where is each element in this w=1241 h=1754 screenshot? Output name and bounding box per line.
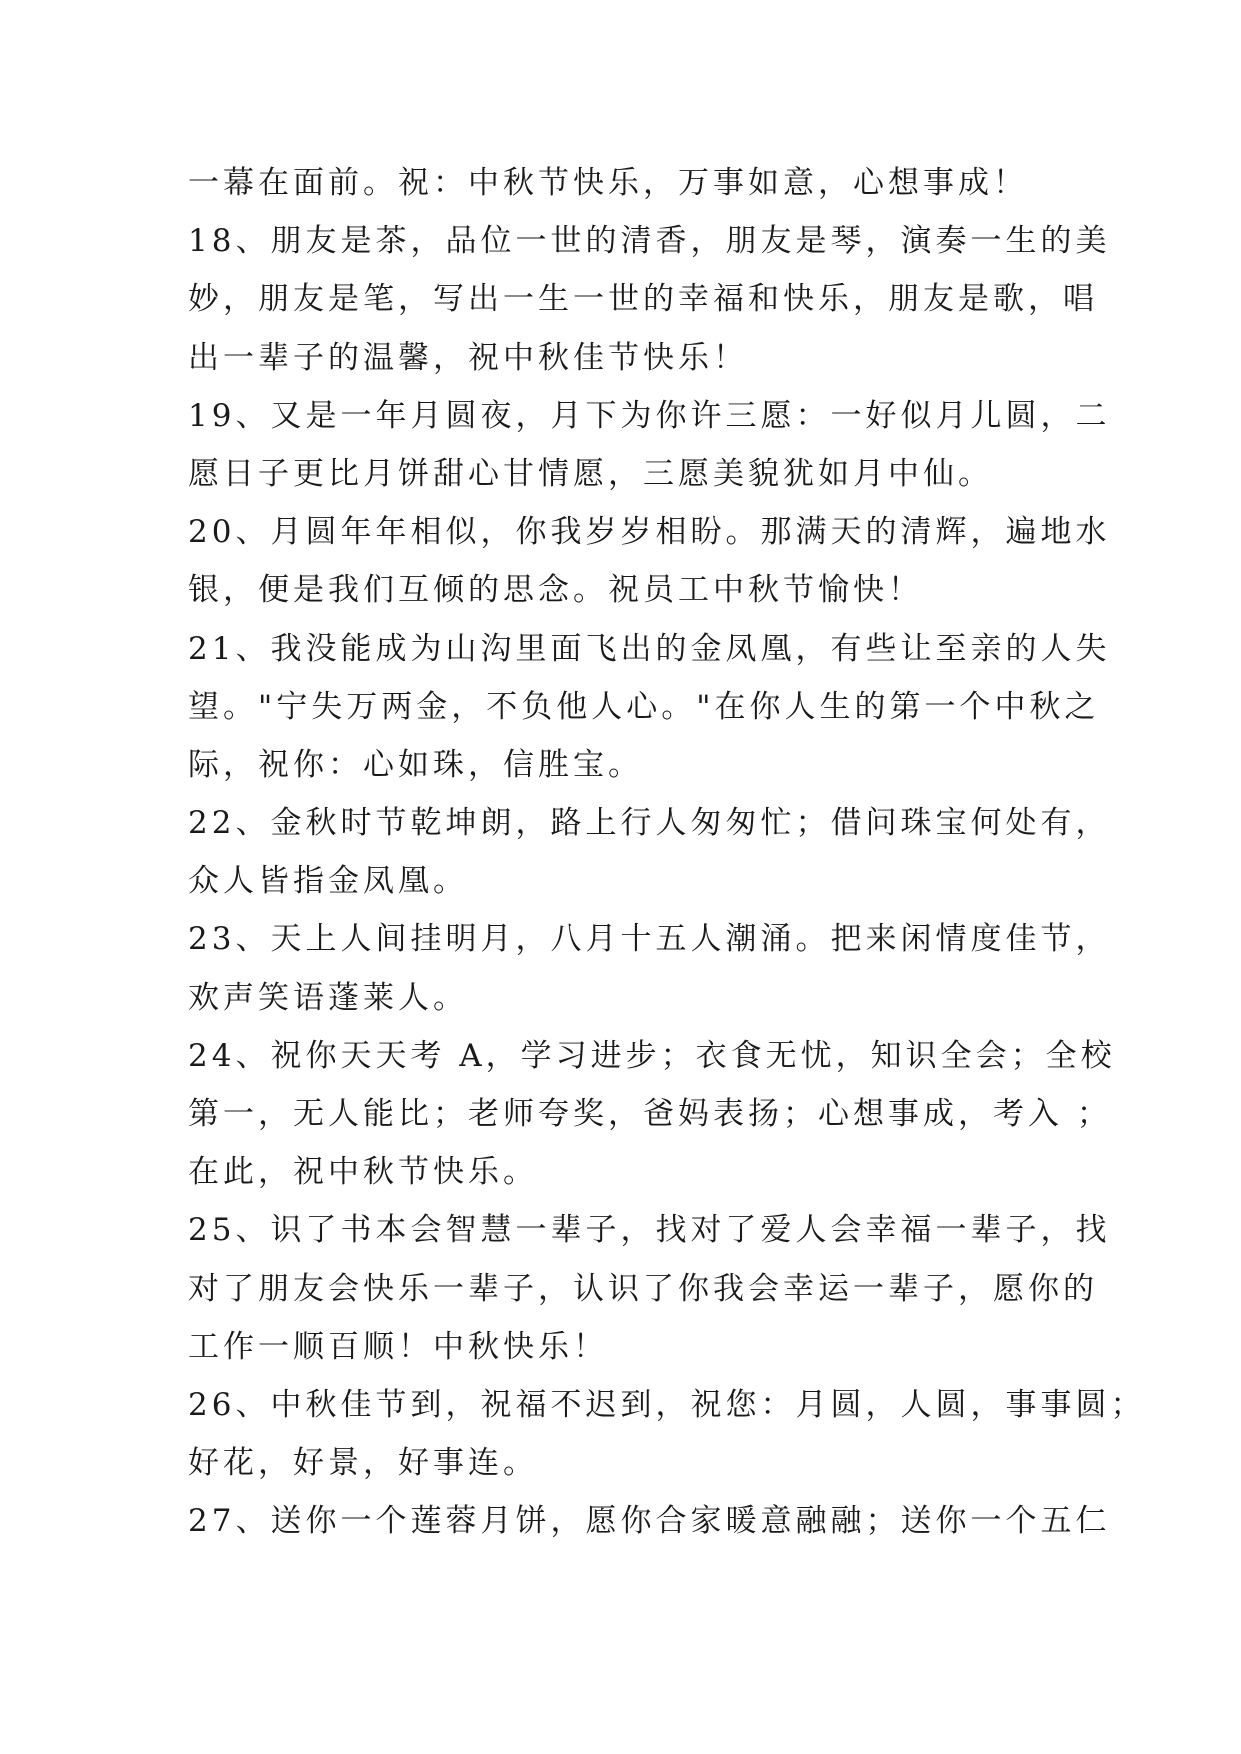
text-line: 愿日子更比月饼甜心甘情愿，三愿美貌犹如月中仙。	[188, 455, 993, 492]
text-line: 18、朋友是茶，品位一世的清香，朋友是琴，演奏一生的美	[188, 223, 1111, 260]
text-line: 20、月圆年年相似，你我岁岁相盼。那满天的清辉，遍地水	[188, 514, 1111, 551]
text-line: 好花，好景，好事连。	[188, 1445, 538, 1482]
text-line: 众人皆指金凤凰。	[188, 863, 468, 900]
text-line: 25、识了书本会智慧一辈子，找对了爱人会幸福一辈子，找	[188, 1212, 1111, 1249]
text-line: 望。"宁失万两金，不负他人心。"在你人生的第一个中秋之	[188, 688, 1100, 725]
text-line: 22、金秋时节乾坤朗，路上行人匆匆忙；借问珠宝何处有，	[188, 805, 1111, 842]
text-line: 27、送你一个莲蓉月饼，愿你合家暖意融融；送你一个五仁	[188, 1503, 1111, 1540]
text-line: 19、又是一年月圆夜，月下为你许三愿：一好似月儿圆，二	[188, 397, 1111, 434]
text-line: 际，祝你：心如珠，信胜宝。	[188, 746, 643, 783]
text-line: 一幕在面前。祝：中秋节快乐，万事如意，心想事成！	[188, 165, 1028, 201]
text-line: 24、祝你天天考 A，学习进步；衣食无忧，知识全会；全校	[188, 1037, 1116, 1074]
text-line: 妙，朋友是笔，写出一生一世的幸福和快乐，朋友是歌，唱	[188, 281, 1098, 318]
text-line: 工作一顺百顺！中秋快乐！	[188, 1328, 608, 1365]
text-line: 欢声笑语蓬莱人。	[188, 979, 468, 1016]
text-line: 23、天上人间挂明月，八月十五人潮涌。把来闲情度佳节，	[188, 921, 1111, 958]
text-line: 第一，无人能比；老师夸奖，爸妈表扬；心想事成，考入 ；	[188, 1096, 1112, 1132]
text-line: 在此，祝中秋节快乐。	[188, 1154, 538, 1191]
text-line: 银，便是我们互倾的思念。祝员工中秋节愉快！	[188, 572, 923, 609]
text-line: 21、我没能成为山沟里面飞出的金凤凰，有些让至亲的人失	[188, 630, 1111, 667]
text-line: 出一辈子的温馨，祝中秋佳节快乐！	[188, 339, 748, 376]
text-line: 对了朋友会快乐一辈子，认识了你我会幸运一辈子，愿你的	[188, 1270, 1098, 1307]
document-body	[188, 154, 1146, 1551]
text-line: 26、中秋佳节到，祝福不迟到，祝您：月圆，人圆，事事圆；	[188, 1386, 1146, 1423]
